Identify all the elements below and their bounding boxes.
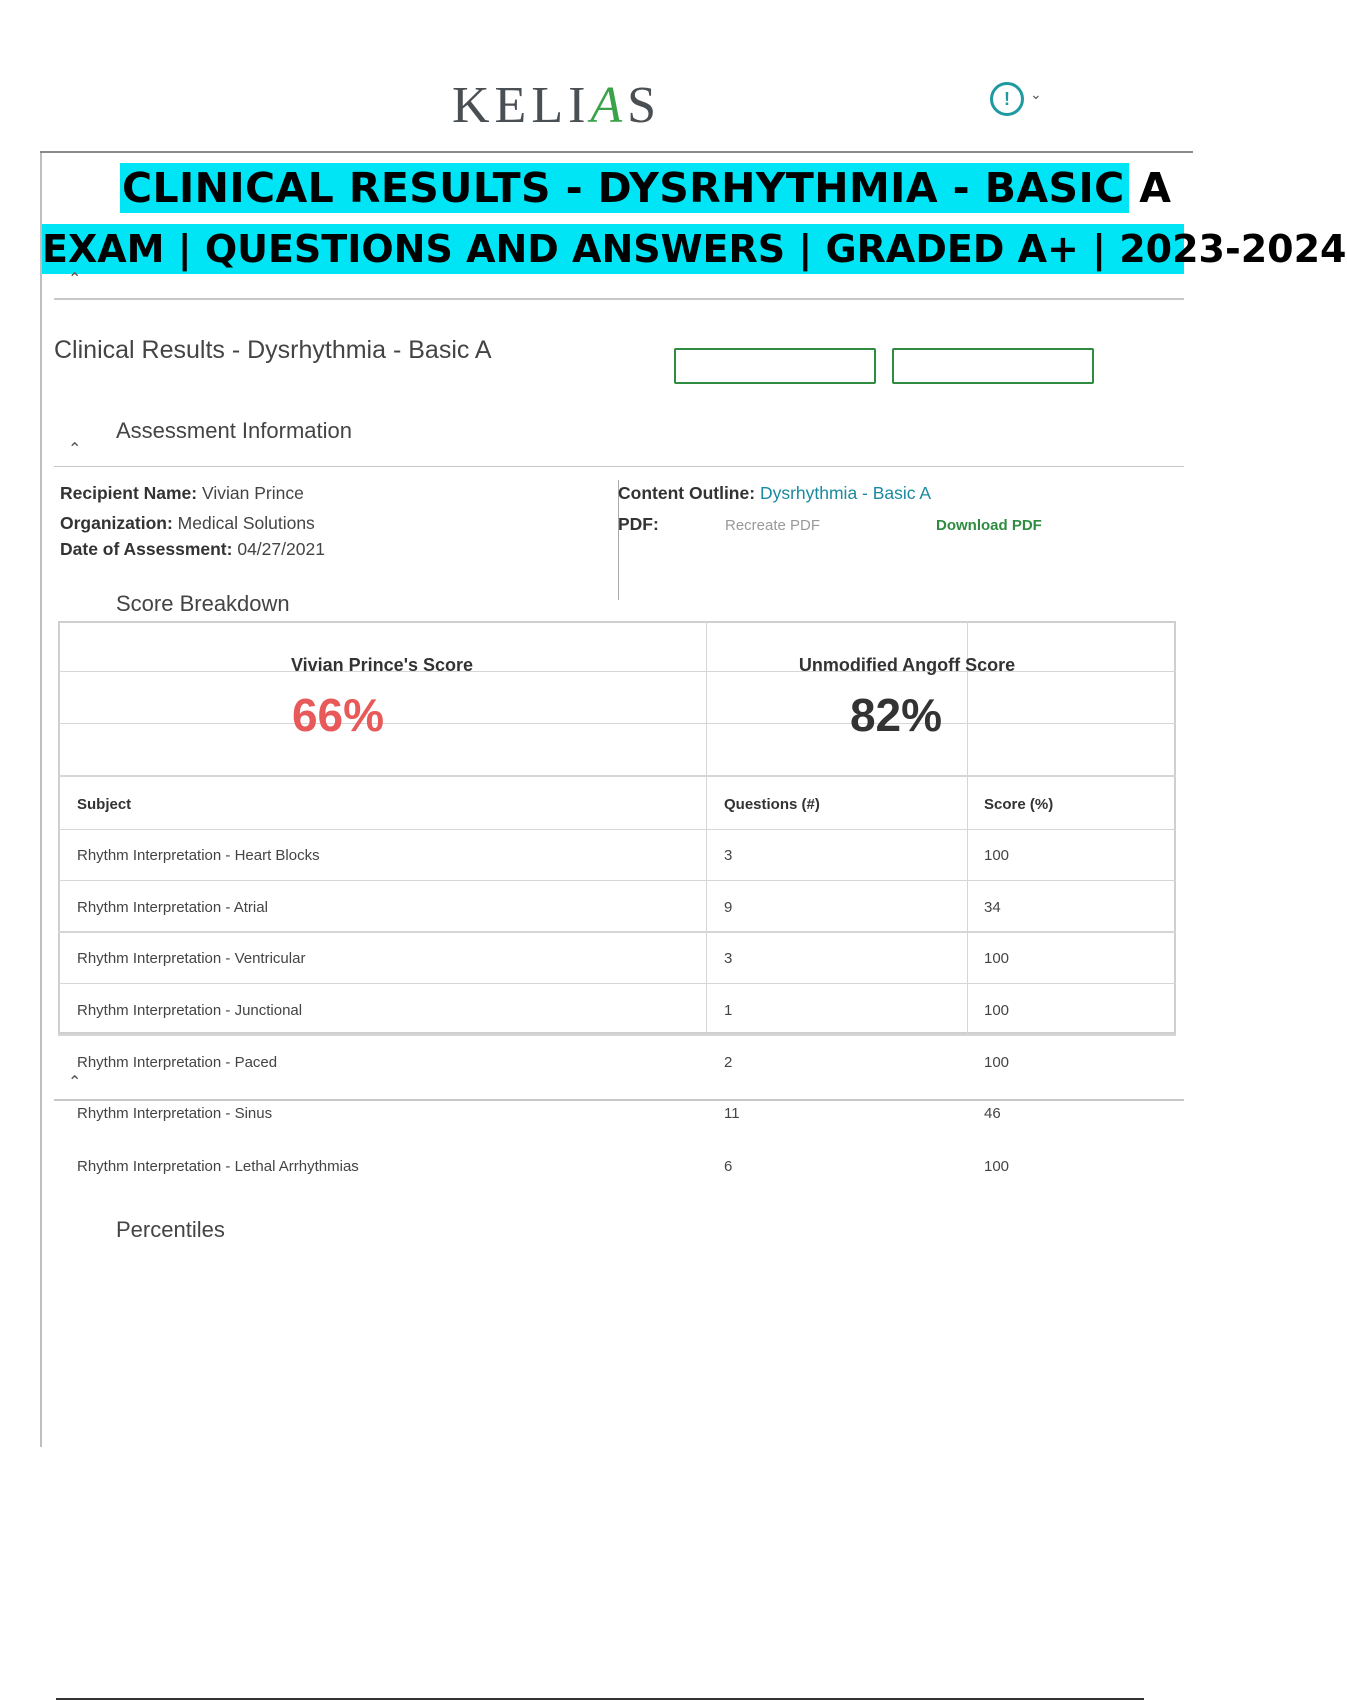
table-cell-score: 100 [984, 847, 1010, 864]
grid-line [58, 983, 1176, 984]
column-header-score[interactable]: Score (%) [984, 796, 1054, 813]
date-value: 04/27/2021 [237, 539, 325, 559]
relias-logo [452, 78, 661, 134]
table-cell-score: 46 [984, 1105, 1001, 1122]
divider [54, 298, 1184, 300]
assessment-date [60, 539, 325, 560]
organization-value: Medical Solutions [177, 513, 315, 533]
grid-line [58, 829, 1176, 830]
grid-line [58, 931, 1176, 933]
score-breakdown-table [58, 621, 1176, 1034]
table-cell-score: 100 [984, 1054, 1010, 1071]
download-pdf-link[interactable]: Download PDF [936, 517, 1042, 534]
organization [60, 513, 315, 534]
table-cell-subject: Rhythm Interpretation - Lethal Arrhythmias [77, 1158, 359, 1175]
frame-left-border [40, 151, 42, 1447]
organization-label: Organization: [60, 513, 173, 533]
grid-line [58, 880, 1176, 881]
table-cell-subject: Rhythm Interpretation - Ventricular [77, 950, 306, 967]
table-cell-subject: Rhythm Interpretation - Atrial [77, 899, 268, 916]
grid-line [967, 621, 968, 1034]
table-cell-score: 100 [984, 1158, 1010, 1175]
table-cell-subject: Rhythm Interpretation - Heart Blocks [77, 847, 320, 864]
chevron-down-icon[interactable]: ⌄ [1030, 86, 1042, 102]
column-header-questions[interactable]: Questions (#) [724, 796, 820, 813]
grid-line [58, 1034, 1176, 1036]
logo-text-right: S [627, 77, 662, 134]
frame-top-border [40, 151, 1193, 153]
power-icon[interactable]: ! [990, 82, 1024, 116]
angoff-score-value: 82% [849, 689, 943, 741]
table-cell-questions: 3 [724, 950, 733, 967]
divider [54, 466, 1184, 467]
banner-line-1: CLINICAL RESULTS - DYSRHYTHMIA - BASIC A [122, 164, 1172, 212]
recipient-label: Recipient Name: [60, 483, 198, 503]
table-cell-questions: 3 [724, 847, 733, 864]
user-score-label: Vivian Prince's Score [290, 655, 474, 675]
content-outline-link[interactable]: Dysrhythmia - Basic A [759, 483, 932, 503]
content-outline-label: Content Outline: [618, 483, 756, 503]
recipient-value: Vivian Prince [202, 483, 304, 503]
column-header-subject[interactable]: Subject [77, 796, 132, 813]
table-cell-questions: 6 [724, 1158, 733, 1175]
content-outline [618, 483, 931, 504]
page-title: Clinical Results - Dysrhythmia - Basic A [54, 336, 492, 364]
percentiles-heading: Percentiles [116, 1217, 225, 1242]
date-label: Date of Assessment: [60, 539, 233, 559]
table-cell-score: 100 [984, 950, 1010, 967]
divider [54, 1099, 1184, 1101]
score-breakdown-heading: Score Breakdown [116, 591, 290, 616]
table-cell-score: 34 [984, 899, 1001, 916]
chevron-up-icon[interactable]: ⌃ [68, 1074, 82, 1091]
grid-line [58, 775, 1176, 777]
banner-line-2: EXAM | QUESTIONS AND ANSWERS | GRADED A+ | 2023-2024 [42, 224, 1184, 274]
action-button-2[interactable] [892, 348, 1094, 384]
table-cell-questions: 1 [724, 1002, 733, 1019]
table-cell-subject: Rhythm Interpretation - Paced [77, 1054, 278, 1071]
table-cell-questions: 9 [724, 899, 733, 916]
table-cell-score: 100 [984, 1002, 1010, 1019]
chevron-up-icon[interactable]: ⌃ [68, 441, 82, 458]
recreate-pdf-link[interactable]: Recreate PDF [725, 517, 821, 534]
pdf-row [618, 514, 659, 535]
table-cell-subject: Rhythm Interpretation - Junctional [77, 1002, 303, 1019]
chevron-up-icon[interactable]: ⌃ [68, 271, 82, 288]
logo-text-left: KELI [452, 77, 591, 134]
logo-text-accent: A [590, 77, 628, 134]
table-cell-questions: 11 [724, 1105, 740, 1122]
assessment-info-heading: Assessment Information [116, 418, 352, 443]
recipient-name [60, 483, 304, 504]
user-score-value: 66% [291, 689, 385, 741]
table-cell-subject: Rhythm Interpretation - Sinus [77, 1105, 273, 1122]
action-button-1[interactable] [674, 348, 876, 384]
pdf-label: PDF: [618, 514, 659, 534]
grid-line [706, 621, 707, 1034]
table-cell-questions: 2 [724, 1054, 733, 1071]
angoff-score-label: Unmodified Angoff Score [798, 655, 1016, 675]
